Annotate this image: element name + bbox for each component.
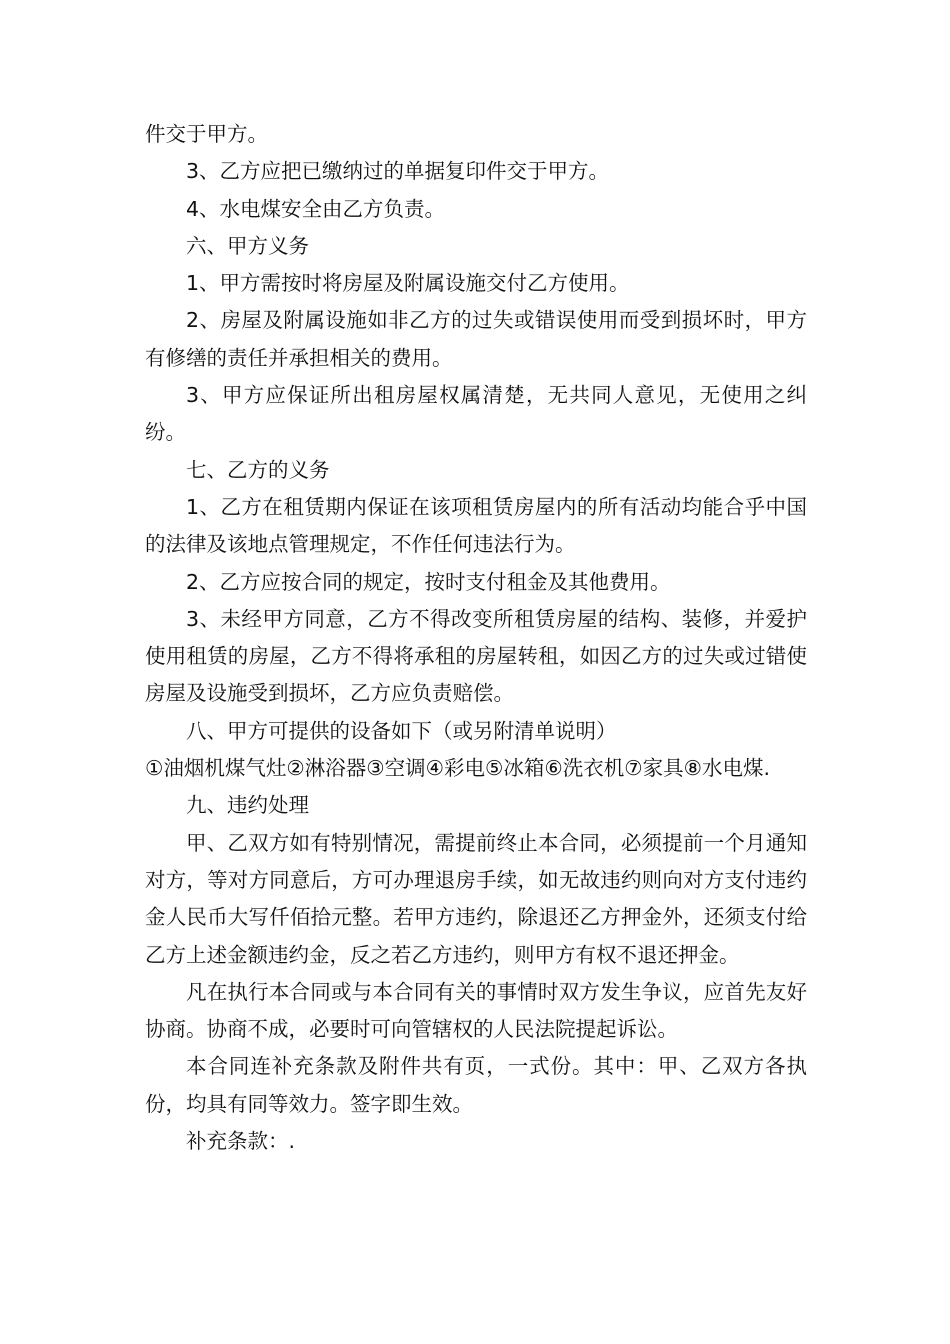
paragraph-breach: 甲、乙双方如有特别情况，需提前终止本合同，必须提前一个月通知对方，等对方同意后，方可办理退房手续，如无故违约则向对方支付违约金人民币大写仟佰拾元整。若甲方违约，除退还乙方押金外，还须支付给乙方上述金额违约金，反之若乙方违约，则甲方有权不退还押金。 — [145, 830, 807, 967]
paragraph-clause-7-1: 1、乙方在租赁期内保证在该项租赁房屋内的所有活动均能合乎中国的法律及该地点管理规定，不作任何违法行为。 — [145, 494, 807, 557]
paragraph-continuation: 件交于甲方。 — [145, 122, 268, 146]
paragraph-clause-7-2: 2、乙方应按合同的规定，按时支付租金及其他费用。 — [186, 569, 671, 594]
paragraph-supplementary: 补充条款：. — [186, 1129, 296, 1154]
paragraph-clause-6-1: 1、甲方需按时将房屋及附属设施交付乙方使用。 — [186, 271, 630, 296]
section-heading-9: 九、违约处理 — [186, 793, 309, 818]
section-heading-6: 六、甲方义务 — [186, 233, 309, 258]
section-heading-8: 八、甲方可提供的设备如下（或另附清单说明） — [186, 718, 617, 743]
paragraph-clause-5-3: 3、乙方应把已缴纳过的单据复印件交于甲方。 — [186, 159, 610, 184]
paragraph-clause-5-4: 4、水电煤安全由乙方负责。 — [186, 196, 446, 221]
paragraph-clause-6-3: 3、甲方应保证所出租房屋权属清楚，无共同人意见，无使用之纠纷。 — [145, 383, 807, 445]
paragraph-copies: 本合同连补充条款及附件共有页，一式份。其中：甲、乙双方各执份，均具有同等效力。签字即生效。 — [145, 1054, 807, 1116]
paragraph-dispute: 凡在执行本合同或与本合同有关的事情时双方发生争议，应首先友好协商。协商不成，必要时可向管辖权的人民法院提起诉讼。 — [145, 979, 807, 1042]
paragraph-clause-6-2: 2、房屋及附属设施如非乙方的过失或错误使用而受到损坏时，甲方有修缮的责任并承担相关的费用。 — [145, 308, 807, 370]
document-body — [145, 116, 807, 1160]
section-heading-7: 七、乙方的义务 — [186, 457, 330, 482]
paragraph-clause-7-3: 3、未经甲方同意，乙方不得改变所租赁房屋的结构、装修，并爱护使用租赁的房屋，乙方不得将承租的房屋转租，如因乙方的过失或过错使房屋及设施受到损坏，乙方应负责赔偿。 — [145, 606, 807, 706]
paragraph-equipment-list: ①油烟机煤气灶②淋浴器③空调④彩电⑤冰箱⑥洗衣机⑦家具⑧水电煤. — [145, 756, 771, 781]
